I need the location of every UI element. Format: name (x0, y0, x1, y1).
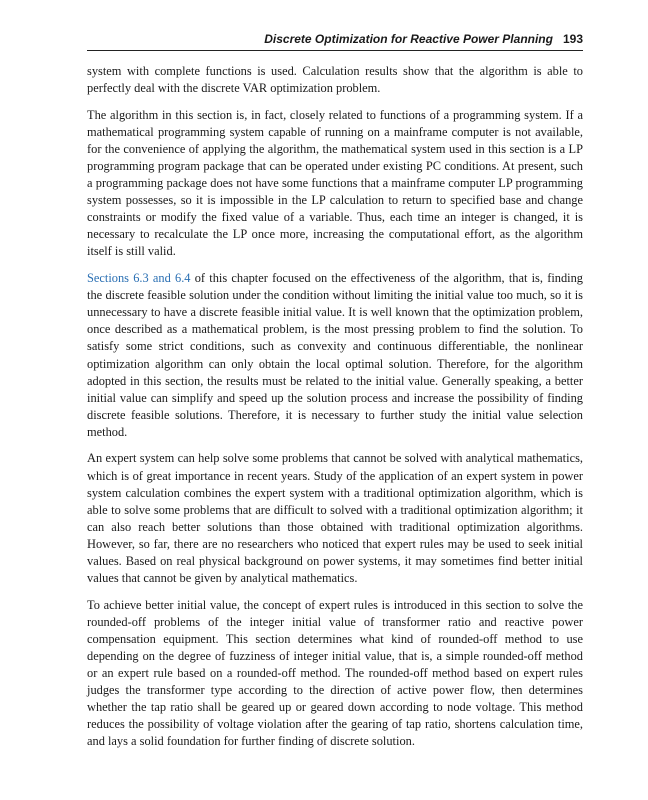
page-number: 193 (562, 32, 583, 46)
paragraph-1: system with complete functions is used. Calculation results show that the algorithm is able to perfectly deal with the discrete VAR optimization problem. (87, 64, 583, 96)
paragraph-2: The algorithm in this section is, in fact, closely related to functions of a programming system. If a mathematical programming system capable of running on a mainframe computer is not available, for the convenience of applying the algorithm, the mathematical system used in this section is a LP programming program package that can be operated under existing PC conditions. At present, such a programming package does not have some functions that a mainframe computer LP programming system possesses, so it is impossible in the LP calculation to return to specified base and change constraints or modify the fixed value of a variable. Thus, each time an integer is changed, it is necessary to recalculate the LP once more, increasing the computational effort, as the algorithm itself is still valid. (87, 107, 583, 259)
paragraph-4: An expert system can help solve some problems that cannot be solved with analytical mathematics, which is of great importance in recent years. Study of the application of an expert system in power system calculation combines the expert system with a traditional optimization algorithm, which is able to solve some problems that are difficult to solved with a traditional optimization algorithm; it can also reach better solutions than those obtained with traditional optimization algorithms. However, so far, there are no researchers who noticed that expert rules may be used to seek initial values. Based on real physical background on power systems, it may sometimes find better initial values that cannot be given by analytical mathematics. (87, 451, 583, 586)
sections-cross-reference-link[interactable]: Sections 6.3 and 6.4 (87, 271, 191, 286)
paragraph-5: To achieve better initial value, the concept of expert rules is introduced in this section to solve the rounded-off problems of the integer initial value of transformer ratio and reactive power compensation equipment. This section determines what kind of rounded-off method to use depending on the degree of fuzziness of integer initial value, that is, a simple rounded-off method or an expert rule based on a rounded-off method. The rounded-off method based on expert rules judges the transformer type according to the direction of active power flow, then determines whether the tap ratio shall be geared up or geared down according to node voltage. This method reduces the possibility of voltage violation after the gearing of tap ratio, shortens calculation time, and lays a solid foundation for further finding of discrete solution. (87, 597, 583, 749)
running-head (87, 31, 583, 51)
page-body (87, 63, 583, 760)
paragraph-3-text: of this chapter focused on the effectiveness of the algorithm, that is, finding the discrete feasible solution under the condition without limiting the initial value too much, so it is unnecessary to have a discrete feasible initial value. It is well known that the optimization problem, once described as a mathematical problem, is the most pressing problem to find the solution. To satisfy some strict conditions, such as convexity and continuous differentiable, the nonlinear optimization algorithm can only obtain the local optimal solution. Therefore, for the algorithm adopted in this section, the results must be related to the initial value. Generally speaking, a better initial value can simplify and speed up the solution process and increase the possibility of finding discrete feasible solutions. Therefore, it is necessary to further study the initial value selection method. (87, 271, 583, 439)
running-head-title: Discrete Optimization for Reactive Power Planning (264, 32, 553, 46)
paragraph-3 (87, 270, 583, 441)
